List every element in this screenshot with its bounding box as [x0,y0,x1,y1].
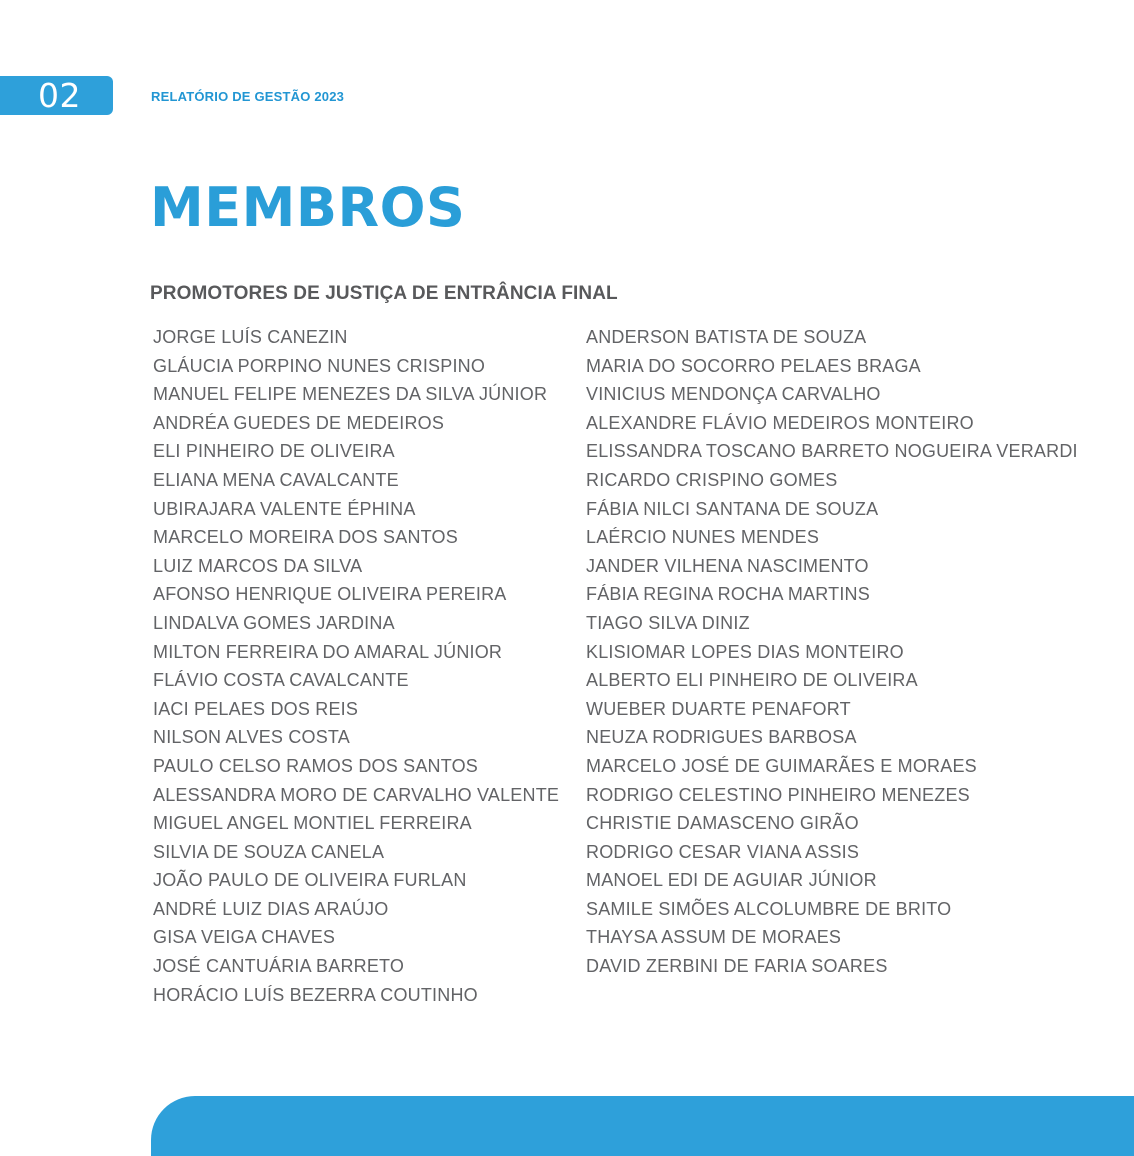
member-name: ELIANA MENA CAVALCANTE [153,469,399,490]
page-title: MEMBROS [150,176,466,239]
member-name: ALEXANDRE FLÁVIO MEDEIROS MONTEIRO [586,412,974,433]
member-name: LAÉRCIO NUNES MENDES [586,527,820,548]
member-name: ALESSANDRA MORO DE CARVALHO VALENTE [153,784,560,805]
member-name: LINDALVA GOMES JARDINA [153,612,395,633]
members-list-right [586,323,1078,981]
member-name: ALBERTO ELI PINHEIRO DE OLIVEIRA [586,670,918,691]
member-name: SAMILE SIMÕES ALCOLUMBRE DE BRITO [586,898,952,919]
member-name: ELI PINHEIRO DE OLIVEIRA [153,441,395,462]
member-name: ANDRÉA GUEDES DE MEDEIROS [153,412,445,433]
member-name: TIAGO SILVA DINIZ [586,612,750,633]
member-name: VINICIUS MENDONÇA CARVALHO [586,384,881,405]
member-name: ELISSANDRA TOSCANO BARRETO NOGUEIRA VERARDI [586,441,1078,462]
member-name: DAVID ZERBINI DE FARIA SOARES [586,956,888,977]
member-name: RODRIGO CESAR VIANA ASSIS [586,841,860,862]
member-name: MIGUEL ANGEL MONTIEL FERREIRA [153,813,472,834]
member-name: WUEBER DUARTE PENAFORT [586,698,851,719]
report-title: RELATÓRIO DE GESTÃO 2023 [151,89,345,104]
member-name: ANDERSON BATISTA DE SOUZA [586,327,867,347]
member-name: JOÃO PAULO DE OLIVEIRA FURLAN [153,870,467,891]
members-list-left [153,323,559,1009]
member-name: AFONSO HENRIQUE OLIVEIRA PEREIRA [153,584,507,605]
member-name: JORGE LUÍS CANEZIN [153,327,348,347]
member-name: FÁBIA REGINA ROCHA MARTINS [586,584,870,605]
member-name: NILSON ALVES COSTA [153,727,350,748]
member-name: MARCELO MOREIRA DOS SANTOS [153,527,458,548]
member-name: HORÁCIO LUÍS BEZERRA COUTINHO [153,984,478,1005]
section-title: PROMOTORES DE JUSTIÇA DE ENTRÂNCIA FINAL [150,283,618,304]
footer-decoration-bar [151,1096,1134,1156]
member-name: KLISIOMAR LOPES DIAS MONTEIRO [586,641,904,662]
page-number-badge: 02 [0,76,113,115]
member-name: JANDER VILHENA NASCIMENTO [586,555,869,576]
member-name: MARIA DO SOCORRO PELAES BRAGA [586,355,921,376]
member-name: MANUEL FELIPE MENEZES DA SILVA JÚNIOR [153,384,548,405]
member-name: LUIZ MARCOS DA SILVA [153,555,363,576]
member-name: RICARDO CRISPINO GOMES [586,469,838,490]
member-name: GLÁUCIA PORPINO NUNES CRISPINO [153,355,486,376]
member-name: FLÁVIO COSTA CAVALCANTE [153,670,409,691]
member-name: FÁBIA NILCI SANTANA DE SOUZA [586,498,879,519]
member-name: NEUZA RODRIGUES BARBOSA [586,727,857,748]
member-name: ANDRÉ LUIZ DIAS ARAÚJO [153,898,389,919]
member-name: MILTON FERREIRA DO AMARAL JÚNIOR [153,641,503,662]
member-name: PAULO CELSO RAMOS DOS SANTOS [153,755,479,776]
member-name: MANOEL EDI DE AGUIAR JÚNIOR [586,870,877,891]
member-name: GISA VEIGA CHAVES [153,927,336,948]
member-name: SILVIA DE SOUZA CANELA [153,841,385,862]
member-name: CHRISTIE DAMASCENO GIRÃO [586,813,859,834]
member-name: RODRIGO CELESTINO PINHEIRO MENEZES [586,784,970,805]
member-name: UBIRAJARA VALENTE ÉPHINA [153,498,416,519]
member-name: THAYSA ASSUM DE MORAES [586,927,842,948]
member-name: MARCELO JOSÉ DE GUIMARÃES E MORAES [586,755,977,776]
member-name: IACI PELAES DOS REIS [153,698,359,719]
member-name: JOSÉ CANTUÁRIA BARRETO [153,956,405,977]
